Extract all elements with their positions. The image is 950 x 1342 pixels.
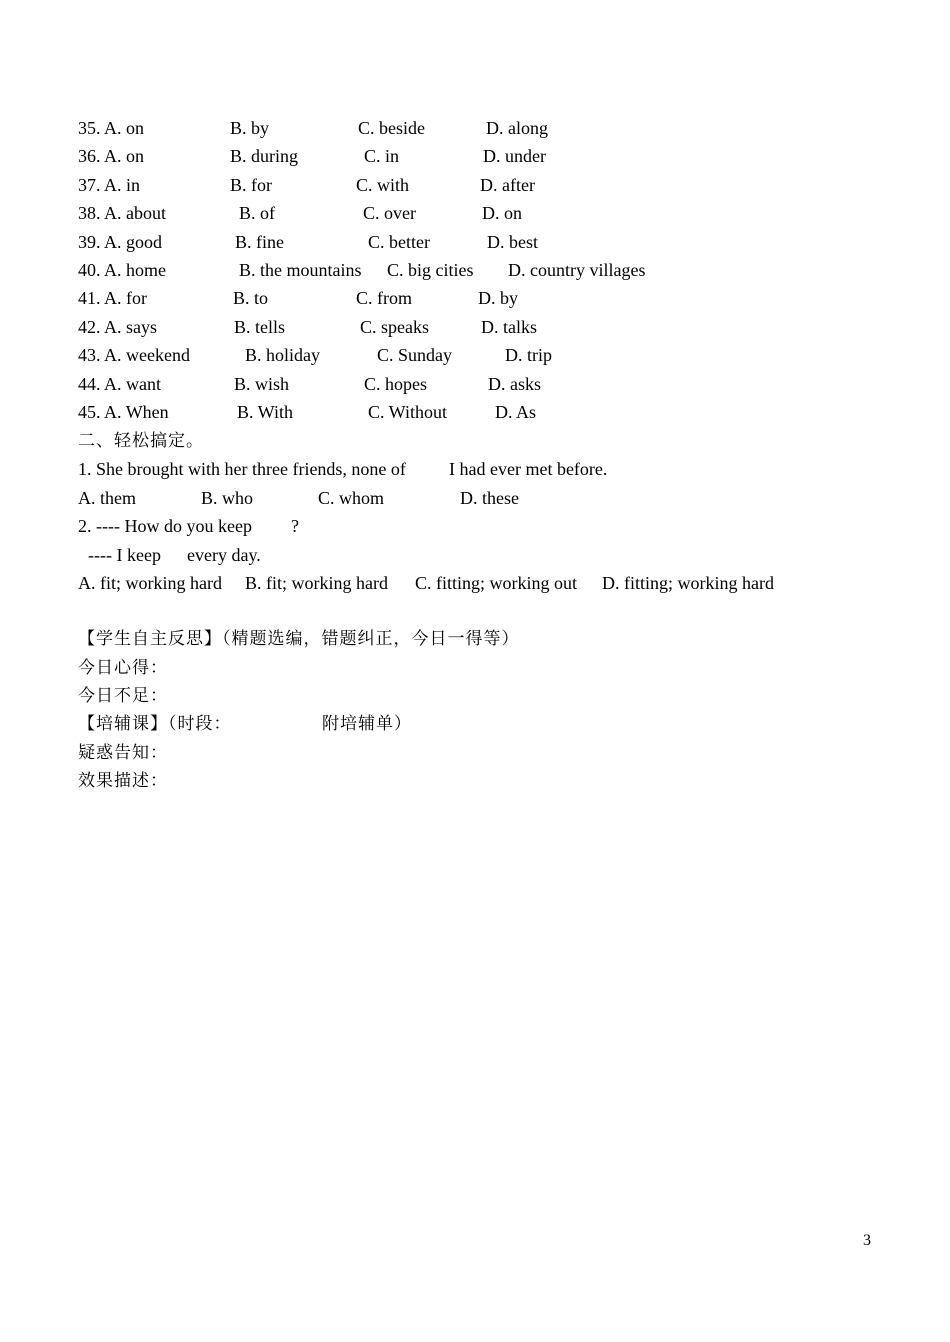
choice-number: 42. [78,317,101,337]
choice-option-b: B. fine [235,232,284,252]
choice-option-a [78,256,166,284]
choice-option-b: B. of [239,203,275,223]
tutoring-time-label: （时段： [168,714,232,734]
reflection-heading-bracket: 【学生自主反思】 [78,629,222,649]
choice-option-b: B. during [230,146,299,166]
choice-option-b: B. holiday [245,345,320,365]
page-number: 3 [863,1232,871,1249]
question-2-line1-part1: 2. ---- How do you keep [78,516,252,536]
choice-option-a [78,341,190,369]
q2-option-b: B. fit; working hard [245,573,388,593]
choice-option-d: D. talks [481,317,537,337]
choice-number: 45. [78,402,101,422]
choice-number: 38. [78,203,101,223]
choice-option-d: D. by [478,288,518,308]
tutoring-effect-label: 效果描述： [78,771,168,791]
choice-option-text: A. in [104,175,141,195]
choice-option-c: C. from [356,288,412,308]
choice-option-d: D. along [486,118,548,138]
choice-option-a [78,171,140,199]
q2-option-d: D. fitting; working hard [602,573,774,593]
reflection-gain-label: 今日心得： [78,658,168,678]
choice-number: 43. [78,345,101,365]
q2-option-a: A. fit; working hard [78,573,222,593]
tutoring-heading-line [78,710,232,738]
choice-option-c: C. over [363,203,416,223]
choice-option-c: C. with [356,175,410,195]
choice-option-text: A. on [104,146,145,166]
choice-option-a [78,398,169,426]
choice-option-c: C. hopes [364,374,427,394]
choice-option-d: D. country villages [508,260,646,280]
question-1-text-part2: I had ever met before. [449,459,608,479]
question-2-line1-part2: ? [291,516,299,536]
choice-option-c: C. Sunday [377,345,453,365]
choice-option-text: A. for [104,288,148,308]
choice-number: 39. [78,232,101,252]
choice-number: 36. [78,146,101,166]
choice-number: 44. [78,374,101,394]
choice-option-a [78,228,162,256]
reflection-heading [78,625,520,653]
choice-option-c: C. in [364,146,400,166]
choice-option-b: B. the mountains [239,260,362,280]
choice-option-c: C. speaks [360,317,429,337]
choice-option-text: A. about [104,203,167,223]
tutoring-doubt-label: 疑惑告知： [78,743,168,763]
choice-option-d: D. under [483,146,546,166]
choice-option-d: D. trip [505,345,552,365]
choice-option-b: B. With [237,402,293,422]
q1-option-c: C. whom [318,488,385,508]
choice-option-b: B. wish [234,374,290,394]
choice-option-b: B. for [230,175,272,195]
choice-option-a [78,199,166,227]
choice-option-a [78,284,147,312]
reflection-heading-note: （精题选编，错题纠正，今日一得等） [222,629,520,649]
reflection-lack-label: 今日不足： [78,686,168,706]
choice-option-d: D. As [495,402,537,422]
choice-number: 40. [78,260,101,280]
question-2-line2-part2: every day. [187,545,261,565]
question-2-line2-part1: ---- I keep [88,545,161,565]
q2-option-c: C. fitting; working out [415,573,577,593]
tutoring-heading-bracket: 【培辅课】 [78,714,168,734]
choice-option-text: A. When [104,402,169,422]
choice-option-d: D. on [482,203,522,223]
tutoring-attach-label: 附培辅单） [322,714,412,734]
choice-option-c: C. big cities [387,260,474,280]
choice-option-text: A. good [104,232,163,252]
q1-option-d: D. these [460,488,519,508]
choice-option-a [78,313,157,341]
choice-option-text: A. home [104,260,167,280]
choice-option-text: A. says [104,317,158,337]
choice-number: 37. [78,175,101,195]
choice-option-d: D. after [480,175,535,195]
choice-option-b: B. by [230,118,270,138]
choice-option-c: C. Without [368,402,447,422]
choice-option-text: A. on [104,118,145,138]
choice-option-a [78,370,161,398]
q1-option-a: A. them [78,488,136,508]
choice-option-text: A. want [104,374,162,394]
choice-option-a [78,114,144,142]
section2-heading: 二、轻松搞定。 [78,431,204,451]
choice-option-a [78,142,144,170]
choice-number: 35. [78,118,101,138]
choice-option-c: C. beside [358,118,425,138]
question-1-text-part1: 1. She brought with her three friends, none of [78,459,406,479]
choice-number: 41. [78,288,101,308]
choice-option-d: D. best [487,232,538,252]
choice-option-b: B. to [233,288,269,308]
choice-option-d: D. asks [488,374,541,394]
choice-option-text: A. weekend [104,345,190,365]
choice-option-b: B. tells [234,317,286,337]
choice-option-c: C. better [368,232,430,252]
q1-option-b: B. who [201,488,254,508]
